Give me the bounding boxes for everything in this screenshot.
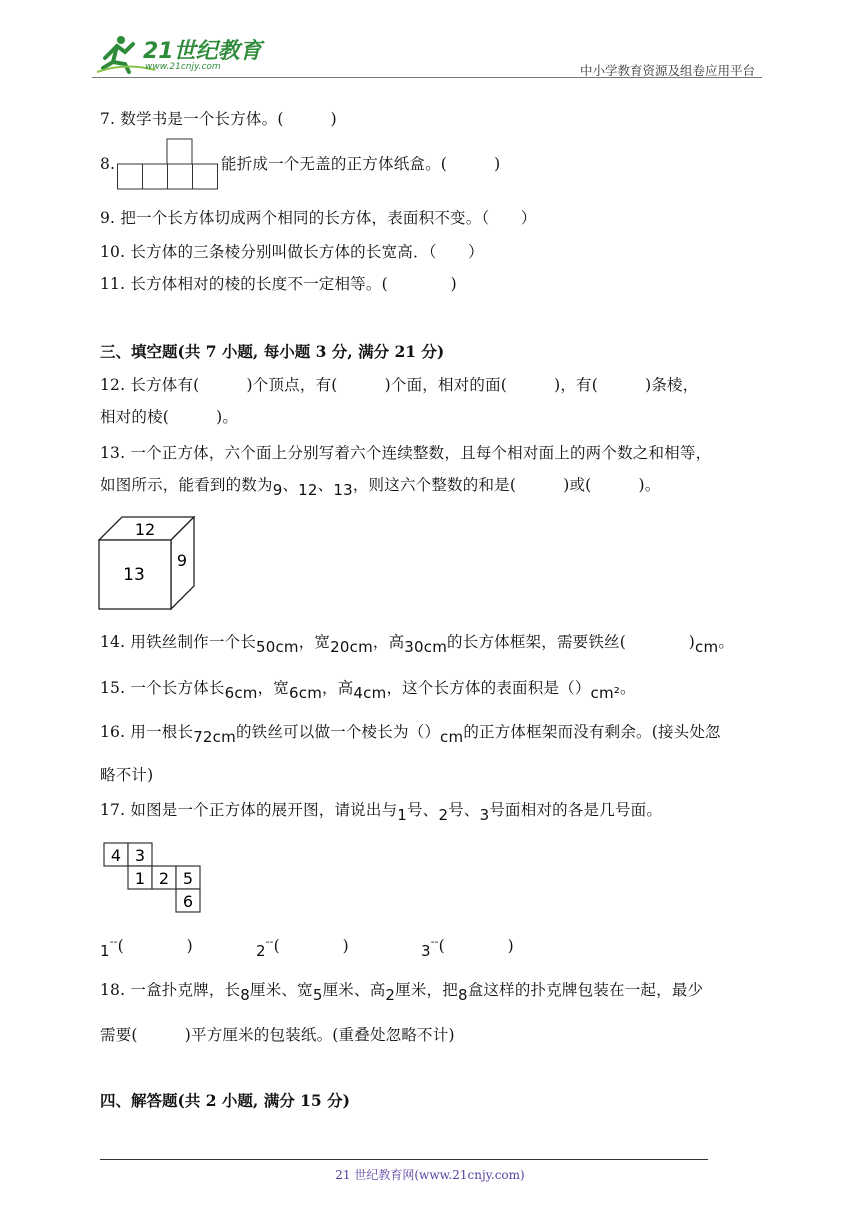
net-face-5: 5 <box>182 869 194 888</box>
net-face-3: 3 <box>134 846 146 865</box>
question-9: 9. 把一个长方体切成两个相同的长方体，表面积不变。（ ） <box>100 209 537 227</box>
net-face-4: 4 <box>110 846 122 865</box>
question-8-number: 8. <box>100 155 116 173</box>
net-face-6: 6 <box>182 892 194 911</box>
question-18-line2: 需要( )平方厘米的包装纸。(重叠处忽略不计) <box>100 1026 455 1044</box>
question-18-line1: 18. 一盒扑克牌，长8厘米、宽5厘米、高2厘米，把8盒这样的扑克牌包装在一起，最少 <box>100 981 704 1004</box>
question-8 <box>100 157 115 173</box>
answer-3: 3--( ) <box>421 935 514 961</box>
numbered-cube-net-figure <box>103 842 205 916</box>
logo <box>95 32 265 76</box>
footer-text: 21 世纪教育网(www.21cnjy.com) <box>335 1168 525 1182</box>
cube-side-number: 9 <box>176 551 188 570</box>
question-10: 10. 长方体的三条棱分别叫做长方体的长宽高．（ ） <box>100 243 484 261</box>
question-11: 11. 长方体相对的棱的长度不一定相等。( ) <box>100 275 457 293</box>
question-12-line2: 相对的棱( )。 <box>100 408 239 426</box>
net-face-2: 2 <box>158 869 170 888</box>
question-12-line1: 12. 长方体有( )个顶点，有( )个面，相对的面( )，有( )条棱， <box>100 376 699 394</box>
question-13-line1: 13. 一个正方体，六个面上分别写着六个连续整数，且每个相对面上的两个数之和相等， <box>100 444 712 462</box>
question-8-text: 能折成一个无盖的正方体纸盒。( ) <box>221 155 501 173</box>
logo-url: www.21cnjy.com <box>145 62 221 72</box>
answer-1: 1--( ) <box>100 935 193 961</box>
cube-front-number: 13 <box>123 565 145 585</box>
question-13-line2: 如图所示，能看到的数为9、12、13，则这六个整数的和是( )或( )。 <box>100 476 661 499</box>
question-15: 15. 一个长方体长6cm，宽6cm，高4cm，这个长方体的表面积是（）cm²。 <box>100 679 636 702</box>
answer-2: 2--( ) <box>256 935 349 961</box>
question-14: 14. 用铁丝制作一个长50cm，宽20cm，高30cm的长方体框架，需要铁丝( )cm。 <box>100 633 735 656</box>
section-3-title: 三、填空题(共 7 小题, 每小题 3 分, 满分 21 分) <box>100 342 445 361</box>
section-4-title: 四、解答题(共 2 小题, 满分 15 分) <box>100 1091 350 1110</box>
logo-text: 21世纪教育 <box>143 39 262 64</box>
net-face-1: 1 <box>134 869 146 888</box>
question-17: 17. 如图是一个正方体的展开图，请说出与1号、2号、3号面相对的各是几号面。 <box>100 801 663 824</box>
question-16-line1: 16. 用一根长72cm的铁丝可以做一个棱长为（）cm的正方体框架而没有剩余。(接头处忽 <box>100 723 721 746</box>
cube-net-figure <box>117 138 221 190</box>
cube-figure <box>98 516 198 612</box>
header-divider <box>92 77 762 78</box>
question-7: 7. 数学书是一个长方体。( ) <box>100 110 337 128</box>
question-16-line2: 略不计) <box>100 766 154 784</box>
footer-divider <box>100 1159 708 1160</box>
cube-top-number: 12 <box>134 520 156 539</box>
header-right-text: 中小学教育资源及组卷应用平台 <box>579 63 755 78</box>
